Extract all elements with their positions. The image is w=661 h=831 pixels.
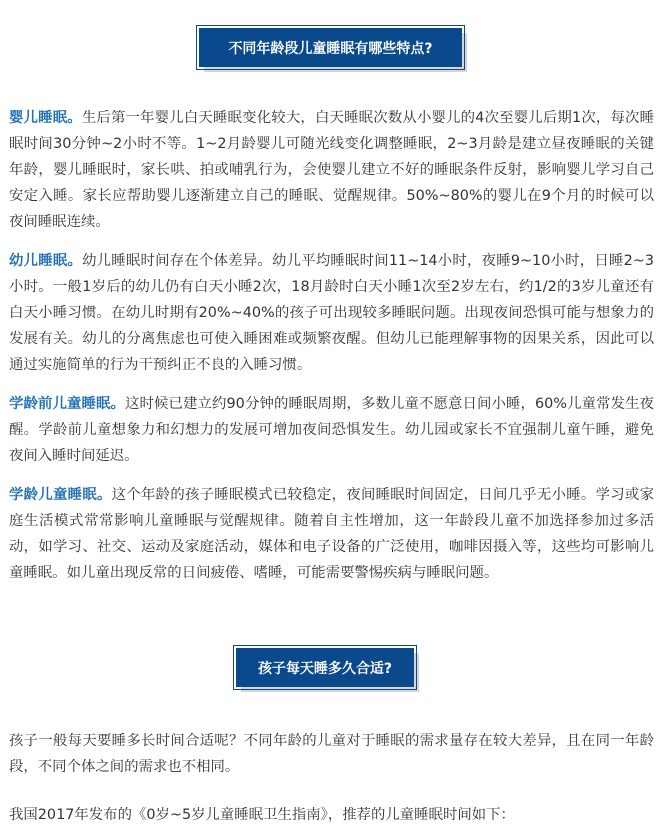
paragraph-guideline-reference: 我国2017年发布的《0岁~5岁儿童睡眠卫生指南》，推荐的儿童睡眠时间如下：	[9, 807, 515, 823]
section-banner-sleep-duration	[236, 648, 414, 687]
paragraph-school-age-sleep	[9, 482, 654, 586]
section-banner-title: 孩子每天睡多久合适?	[257, 660, 393, 677]
paragraph-preschool-sleep	[9, 391, 654, 469]
paragraph-body: 生后第一年婴儿白天睡眠变化较大，白天睡眠次数从小婴儿的4次至婴儿后期1次，每次睡眠时间30分钟~2小时不等。1~2月龄婴儿可随光线变化调整睡眠，2~3月龄是建立昼夜睡眠的关键年龄，婴儿睡眠时，家长哄、拍或哺乳行为，会使婴儿建立不好的睡眠条件反射，影响婴儿学习自己安定入睡。家长应帮助婴儿逐渐建立自己的睡眠、觉醒规律。50%~80%的婴儿在9个月的时候可以夜间睡眠连续。	[9, 110, 654, 230]
paragraph-lead: 学龄儿童睡眠。	[9, 487, 112, 503]
paragraph-lead: 幼儿睡眠。	[9, 253, 83, 269]
paragraph-toddler-sleep	[9, 248, 654, 378]
paragraph-lead: 学龄前儿童睡眠。	[9, 396, 126, 412]
section-banner-title: 不同年龄段儿童睡眠有哪些特点?	[228, 40, 433, 57]
paragraph-lead: 婴儿睡眠。	[9, 110, 82, 126]
paragraph-infant-sleep	[9, 105, 654, 235]
section-banner-sleep-characteristics	[199, 28, 462, 67]
paragraph-body: 这时候已建立约90分钟的睡眠周期，多数儿童不愿意日间小睡，60%儿童常发生夜醒。学龄前儿童想象力和幻想力的发展可增加夜间恐惧发生。幼儿园或家长不宜强制儿童午睡，避免夜间入睡时间延迟。	[9, 396, 654, 464]
paragraph-body: 这个年龄的孩子睡眠模式已较稳定，夜间睡眠时间固定，日间几乎无小睡。学习或家庭生活模式常常影响儿童睡眠与觉醒规律。随着自主性增加，这一年龄段儿童不加选择参加过多活动，如学习、社交、运动及家庭活动，媒体和电子设备的广泛使用，咖啡因摄入等，这些均可影响儿童睡眠。如儿童出现反常的日间疲倦、嗜睡，可能需要警惕疾病与睡眠问题。	[9, 487, 654, 581]
paragraph-sleep-need-intro: 孩子一般每天要睡多长时间合适呢？不同年龄的儿童对于睡眠的需求量存在较大差异，且在同一年龄段，不同个体之间的需求也不相同。	[9, 733, 654, 775]
paragraph-body: 幼儿睡眠时间存在个体差异。幼儿平均睡眠时间11~14小时，夜睡9~10小时，日睡2~3小时。一般1岁后的幼儿仍有白天小睡2次，18月龄时白天小睡1次至2岁左右，约1/2的3岁儿童还有白天小睡习惯。在幼儿时期有20%~40%的孩子可出现较多睡眠问题。出现夜间恐惧可能与想象力的发展有关。幼儿的分离焦虑也可使入睡困难或频繁夜醒。但幼儿已能理解事物的因果关系，因此可以通过实施简单的行为干预纠正不良的入睡习惯。	[9, 253, 654, 373]
